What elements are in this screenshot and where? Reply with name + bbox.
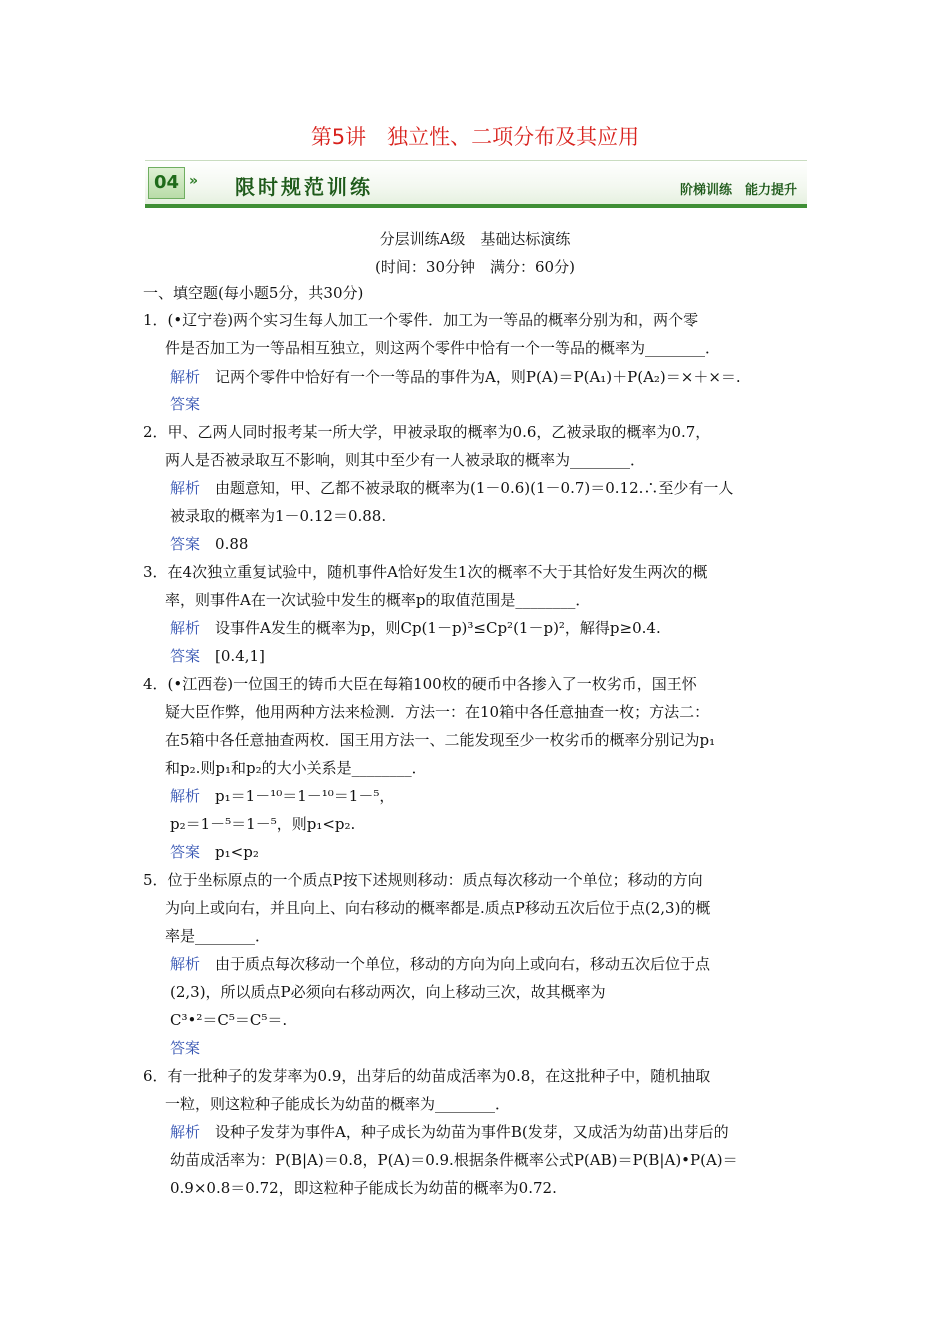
analysis-5-cont: (2,3)，所以质点P必须向右移动两次，向上移动三次，故其概率为 — [170, 983, 606, 1001]
analysis-2-cont: 被录取的概率为1－0.12＝0.88. — [170, 507, 387, 525]
problem-6-line-2: 一粒，则这粒种子能成长为幼苗的概率为________． — [165, 1095, 511, 1113]
answer-label: 答案 — [170, 535, 201, 553]
problem-4-line-3: 在5箱中各任意抽查两枚．国王用方法一、二能发现至少一枚劣币的概率分别记为p₁ — [165, 731, 716, 749]
analysis-text: 记两个零件中恰好有一个一等品的事件为A，则P(A)＝P(A₁)＋P(A₂)＝×＋×＝. — [215, 368, 741, 386]
chevron-icon: » — [189, 173, 199, 189]
analysis-4 — [170, 786, 394, 806]
banner-badge: 04 — [148, 167, 185, 199]
answer-label: 答案 — [170, 1039, 201, 1057]
analysis-text: p₁＝1－¹⁰＝1－¹⁰＝1－⁵， — [215, 787, 395, 805]
answer-1 — [170, 394, 200, 414]
analysis-label: 解析 — [170, 955, 201, 973]
level-heading: 分层训练A级 基础达标演练 — [379, 230, 571, 248]
analysis-text: 设事件A发生的概率为p，则Cp(1－p)³≤Cp²(1－p)²，解得p≥0.4. — [215, 619, 661, 637]
analysis-label: 解析 — [170, 368, 201, 386]
analysis-4-cont: p₂＝1－⁵＝1－⁵，则p₁<p₂. — [170, 815, 356, 833]
problem-6-line-1: 6．有一批种子的发芽率为0.9，出芽后的幼苗成活率为0.8，在这批种子中，随机抽取 — [143, 1067, 711, 1085]
problem-4-line-1: 4．(•江西卷)一位国王的铸币大臣在每箱100枚的硬币中各掺入了一枚劣币，国王怀 — [143, 675, 697, 693]
time-info: (时间：30分钟 满分：60分) — [375, 258, 575, 276]
answer-text: [0.4,1] — [215, 647, 265, 665]
answer-text: p₁<p₂ — [215, 843, 259, 861]
answer-3 — [170, 646, 265, 666]
problem-1-line-2: 件是否加工为一等品相互独立，则这两个零件中恰有一个一等品的概率为________． — [165, 339, 721, 357]
section-banner — [145, 160, 807, 208]
analysis-label: 解析 — [170, 1123, 201, 1141]
problem-4-line-2: 疑大臣作弊，他用两种方法来检测．方法一：在10箱中各任意抽查一枚；方法二： — [165, 703, 710, 721]
analysis-6 — [170, 1122, 729, 1142]
analysis-6-cont: 幼苗成活率为：P(B|A)＝0.8，P(A)＝0.9.根据条件概率公式P(AB)＝P(B|A)•P(A)＝ — [170, 1151, 738, 1169]
problem-1-line-1: 1．(•辽宁卷)两个实习生每人加工一个零件．加工为一等品的概率分别为和，两个零 — [143, 311, 699, 329]
answer-label: 答案 — [170, 395, 201, 413]
problem-5-line-1: 5．位于坐标原点的一个质点P按下述规则移动：质点每次移动一个单位；移动的方向 — [143, 871, 703, 889]
banner-title: 限时规范训练 — [235, 175, 373, 199]
problem-3-line-2: 率，则事件A在一次试验中发生的概率p的取值范围是________． — [165, 591, 591, 609]
analysis-5 — [170, 954, 710, 974]
analysis-label: 解析 — [170, 479, 201, 497]
analysis-text: 设种子发芽为事件A，种子成长为幼苗为事件B(发芽，又成活为幼苗)出芽后的 — [215, 1123, 729, 1141]
section-heading: 一、填空题(每小题5分，共30分) — [143, 284, 364, 302]
problem-5-line-3: 率是________． — [165, 927, 271, 945]
analysis-1 — [170, 367, 741, 387]
problem-3-line-1: 3．在4次独立重复试验中，随机事件A恰好发生1次的概率不大于其恰好发生两次的概 — [143, 563, 708, 581]
analysis-3 — [170, 618, 661, 638]
page-title: 第5讲 独立性、二项分布及其应用 — [310, 125, 640, 149]
problem-2-line-1: 2．甲、乙两人同时报考某一所大学，甲被录取的概率为0.6，乙被录取的概率为0.7， — [143, 423, 711, 441]
problem-4-line-4: 和p₂.则p₁和p₂的大小关系是________． — [165, 759, 427, 777]
analysis-6-cont-2: 0.9×0.8＝0.72，即这粒种子能成长为幼苗的概率为0.72. — [170, 1179, 557, 1197]
answer-label: 答案 — [170, 843, 201, 861]
answer-4 — [170, 842, 259, 862]
analysis-5-formula: C³•²＝C⁵＝C⁵＝. — [170, 1011, 288, 1029]
banner-subtitle: 阶梯训练 能力提升 — [679, 183, 797, 198]
answer-text: 0.88 — [215, 535, 249, 553]
analysis-2 — [170, 478, 733, 498]
analysis-label: 解析 — [170, 787, 201, 805]
answer-5 — [170, 1038, 200, 1058]
analysis-text: 由题意知，甲、乙都不被录取的概率为(1－0.6)(1－0.7)＝0.12.∴至少有一人 — [215, 479, 734, 497]
problem-2-line-2: 两人是否被录取互不影响，则其中至少有一人被录取的概率为________． — [165, 451, 646, 469]
analysis-text: 由于质点每次移动一个单位，移动的方向为向上或向右，移动五次后位于点 — [215, 955, 711, 973]
banner-underline — [145, 204, 807, 208]
answer-2 — [170, 534, 248, 554]
analysis-label: 解析 — [170, 619, 201, 637]
answer-label: 答案 — [170, 647, 201, 665]
problem-5-line-2: 为向上或向右，并且向上、向右移动的概率都是.质点P移动五次后位于点(2,3)的概 — [165, 899, 711, 917]
